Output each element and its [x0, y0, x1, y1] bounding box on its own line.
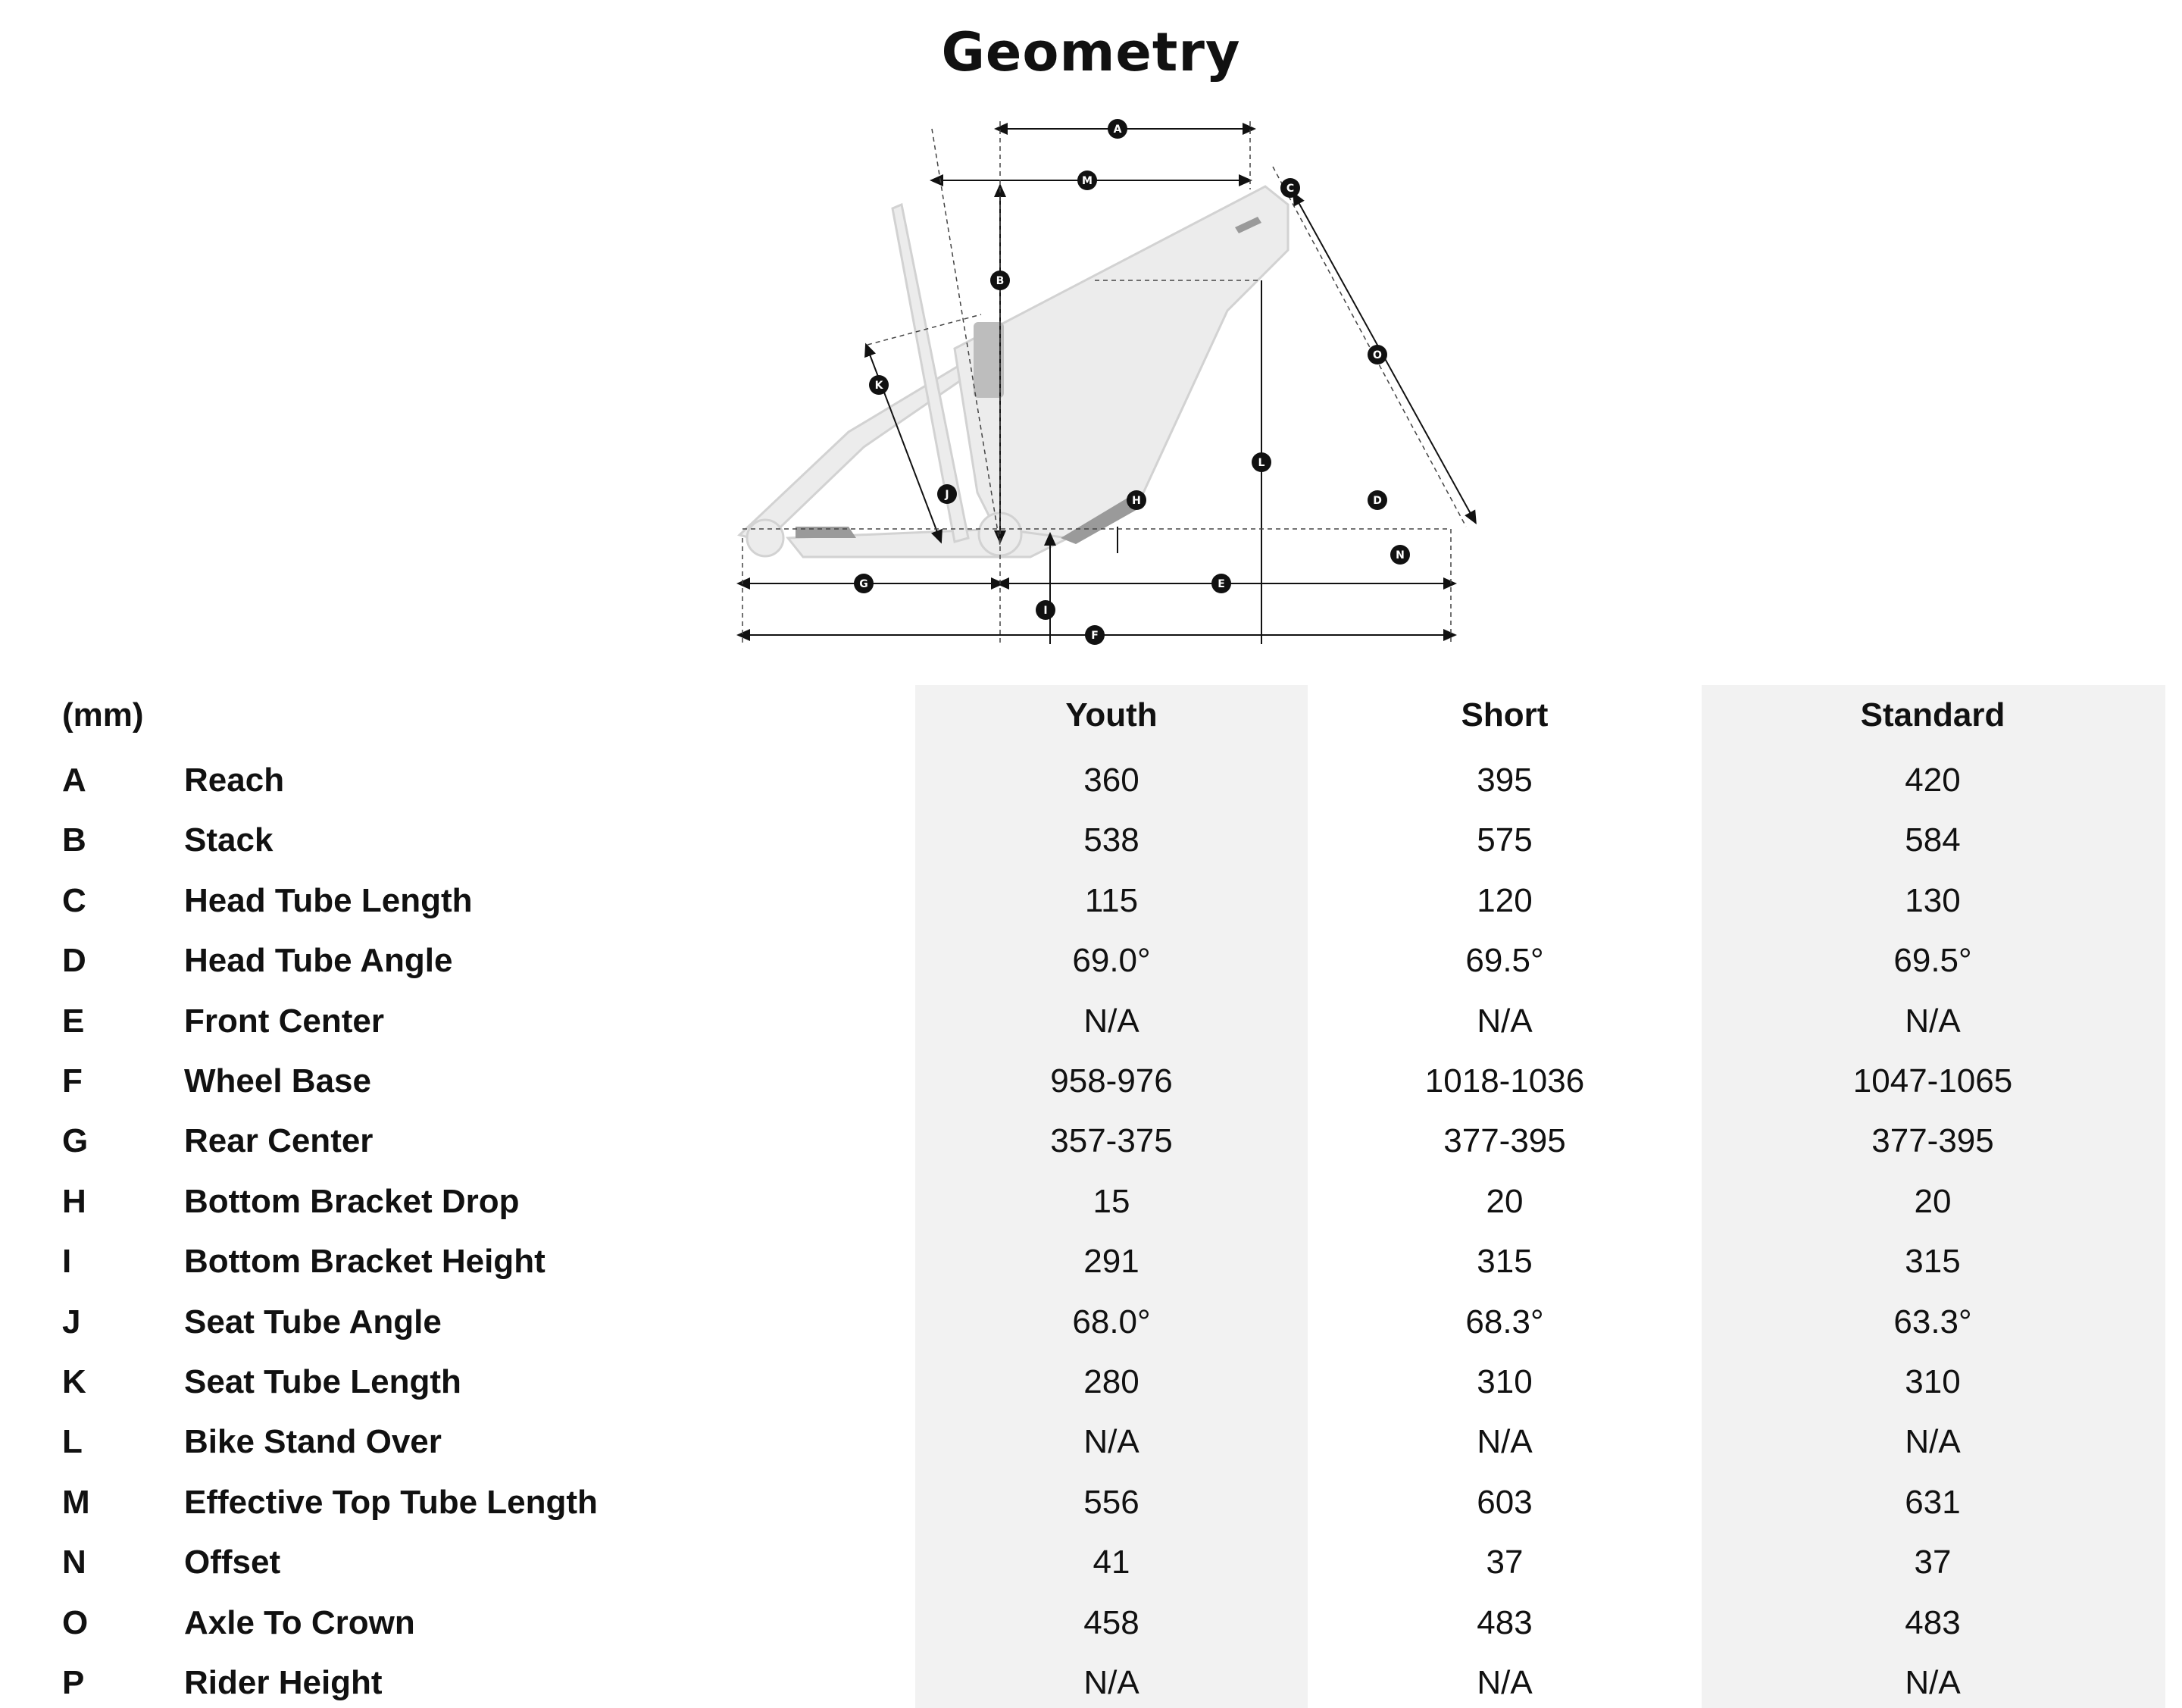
row-letter: K — [62, 1363, 86, 1400]
row-label: Axle To Crown — [184, 1604, 415, 1641]
row-value: 1018-1036 — [1424, 1062, 1585, 1100]
row-label: Rider Height — [184, 1664, 383, 1701]
row-value: 130 — [1905, 882, 1961, 919]
row-letter: D — [62, 942, 86, 979]
row-value: N/A — [1905, 1664, 1961, 1701]
row-value: 584 — [1905, 821, 1961, 859]
row-value: 41 — [1093, 1544, 1130, 1581]
svg-text:A: A — [1113, 124, 1122, 136]
row-letter: P — [62, 1664, 85, 1701]
row-value: N/A — [1083, 1003, 1139, 1040]
row-value: 20 — [1914, 1183, 1952, 1220]
row-label: Head Tube Length — [184, 882, 473, 919]
row-value: N/A — [1083, 1423, 1139, 1460]
row-label: Bottom Bracket Drop — [184, 1183, 520, 1220]
row-label: Head Tube Angle — [184, 942, 453, 979]
row-label: Rear Center — [184, 1122, 374, 1159]
row-letter: H — [62, 1183, 86, 1220]
svg-text:N: N — [1396, 549, 1405, 562]
row-value: 120 — [1477, 882, 1533, 919]
row-value: 556 — [1083, 1484, 1139, 1521]
column-header: Standard — [1860, 696, 2005, 734]
row-value: 458 — [1083, 1604, 1139, 1641]
row-value: N/A — [1083, 1664, 1139, 1701]
row-value: 357-375 — [1050, 1122, 1173, 1159]
row-value: 360 — [1083, 762, 1139, 799]
row-value: 377-395 — [1871, 1122, 1994, 1159]
row-letter: E — [62, 1003, 85, 1040]
row-value: N/A — [1477, 1003, 1533, 1040]
row-value: 538 — [1083, 821, 1139, 859]
svg-text:G: G — [859, 578, 868, 590]
row-value: 69.5° — [1893, 942, 1972, 979]
row-label: Seat Tube Length — [184, 1363, 461, 1400]
row-value: 483 — [1477, 1604, 1533, 1641]
row-value: N/A — [1477, 1423, 1533, 1460]
svg-text:K: K — [874, 380, 883, 392]
svg-text:D: D — [1373, 495, 1382, 507]
row-value: 310 — [1905, 1363, 1961, 1400]
unit-label: (mm) — [62, 696, 144, 734]
row-letter: O — [62, 1604, 89, 1641]
svg-text:J: J — [945, 489, 949, 501]
column-header: Youth — [1065, 696, 1158, 734]
row-value: 63.3° — [1893, 1303, 1972, 1340]
svg-text:B: B — [996, 275, 1005, 287]
row-letter: A — [62, 762, 86, 799]
row-label: Effective Top Tube Length — [184, 1484, 598, 1521]
row-value: 69.5° — [1465, 942, 1544, 979]
row-label: Front Center — [184, 1003, 384, 1040]
row-letter: I — [62, 1243, 72, 1280]
row-letter: M — [62, 1484, 90, 1521]
row-label: Bottom Bracket Height — [184, 1243, 546, 1280]
row-value: N/A — [1477, 1664, 1533, 1701]
row-value: 603 — [1477, 1484, 1533, 1521]
svg-text:L: L — [1258, 457, 1265, 469]
row-letter: N — [62, 1544, 86, 1581]
svg-text:F: F — [1091, 630, 1099, 642]
row-value: N/A — [1905, 1423, 1961, 1460]
column-header: Short — [1461, 696, 1549, 734]
row-label: Offset — [184, 1544, 281, 1581]
row-value: 20 — [1486, 1183, 1524, 1220]
row-letter: F — [62, 1062, 83, 1100]
row-value: 15 — [1093, 1183, 1130, 1220]
row-value: 69.0° — [1072, 942, 1151, 979]
row-label: Reach — [184, 762, 285, 799]
row-letter: L — [62, 1423, 83, 1460]
row-letter: J — [62, 1303, 81, 1340]
row-value: 958-976 — [1050, 1062, 1173, 1100]
svg-text:I: I — [1043, 605, 1048, 617]
row-value: 37 — [1914, 1544, 1952, 1581]
row-value: N/A — [1905, 1003, 1961, 1040]
row-value: 68.3° — [1465, 1303, 1544, 1340]
row-value: 395 — [1477, 762, 1533, 799]
svg-text:O: O — [1373, 349, 1382, 361]
row-value: 315 — [1905, 1243, 1961, 1280]
page-title: Geometry — [941, 21, 1241, 83]
svg-text:E: E — [1218, 578, 1225, 590]
row-label: Wheel Base — [184, 1062, 371, 1100]
row-label: Seat Tube Angle — [184, 1303, 442, 1340]
row-value: 377-395 — [1443, 1122, 1566, 1159]
svg-text:C: C — [1286, 183, 1295, 195]
row-value: 280 — [1083, 1363, 1139, 1400]
row-value: 1047-1065 — [1852, 1062, 2013, 1100]
row-label: Stack — [184, 821, 274, 859]
svg-text:H: H — [1132, 495, 1141, 507]
row-label: Bike Stand Over — [184, 1423, 442, 1460]
row-value: 37 — [1486, 1544, 1524, 1581]
row-value: 631 — [1905, 1484, 1961, 1521]
row-value: 575 — [1477, 821, 1533, 859]
row-value: 315 — [1477, 1243, 1533, 1280]
row-value: 115 — [1084, 882, 1139, 919]
row-value: 68.0° — [1072, 1303, 1151, 1340]
row-letter: G — [62, 1122, 89, 1159]
row-letter: C — [62, 882, 86, 919]
row-value: 310 — [1477, 1363, 1533, 1400]
row-value: 420 — [1905, 762, 1961, 799]
row-letter: B — [62, 821, 86, 859]
svg-text:M: M — [1082, 175, 1093, 187]
row-value: 483 — [1905, 1604, 1961, 1641]
row-value: 291 — [1083, 1243, 1139, 1280]
